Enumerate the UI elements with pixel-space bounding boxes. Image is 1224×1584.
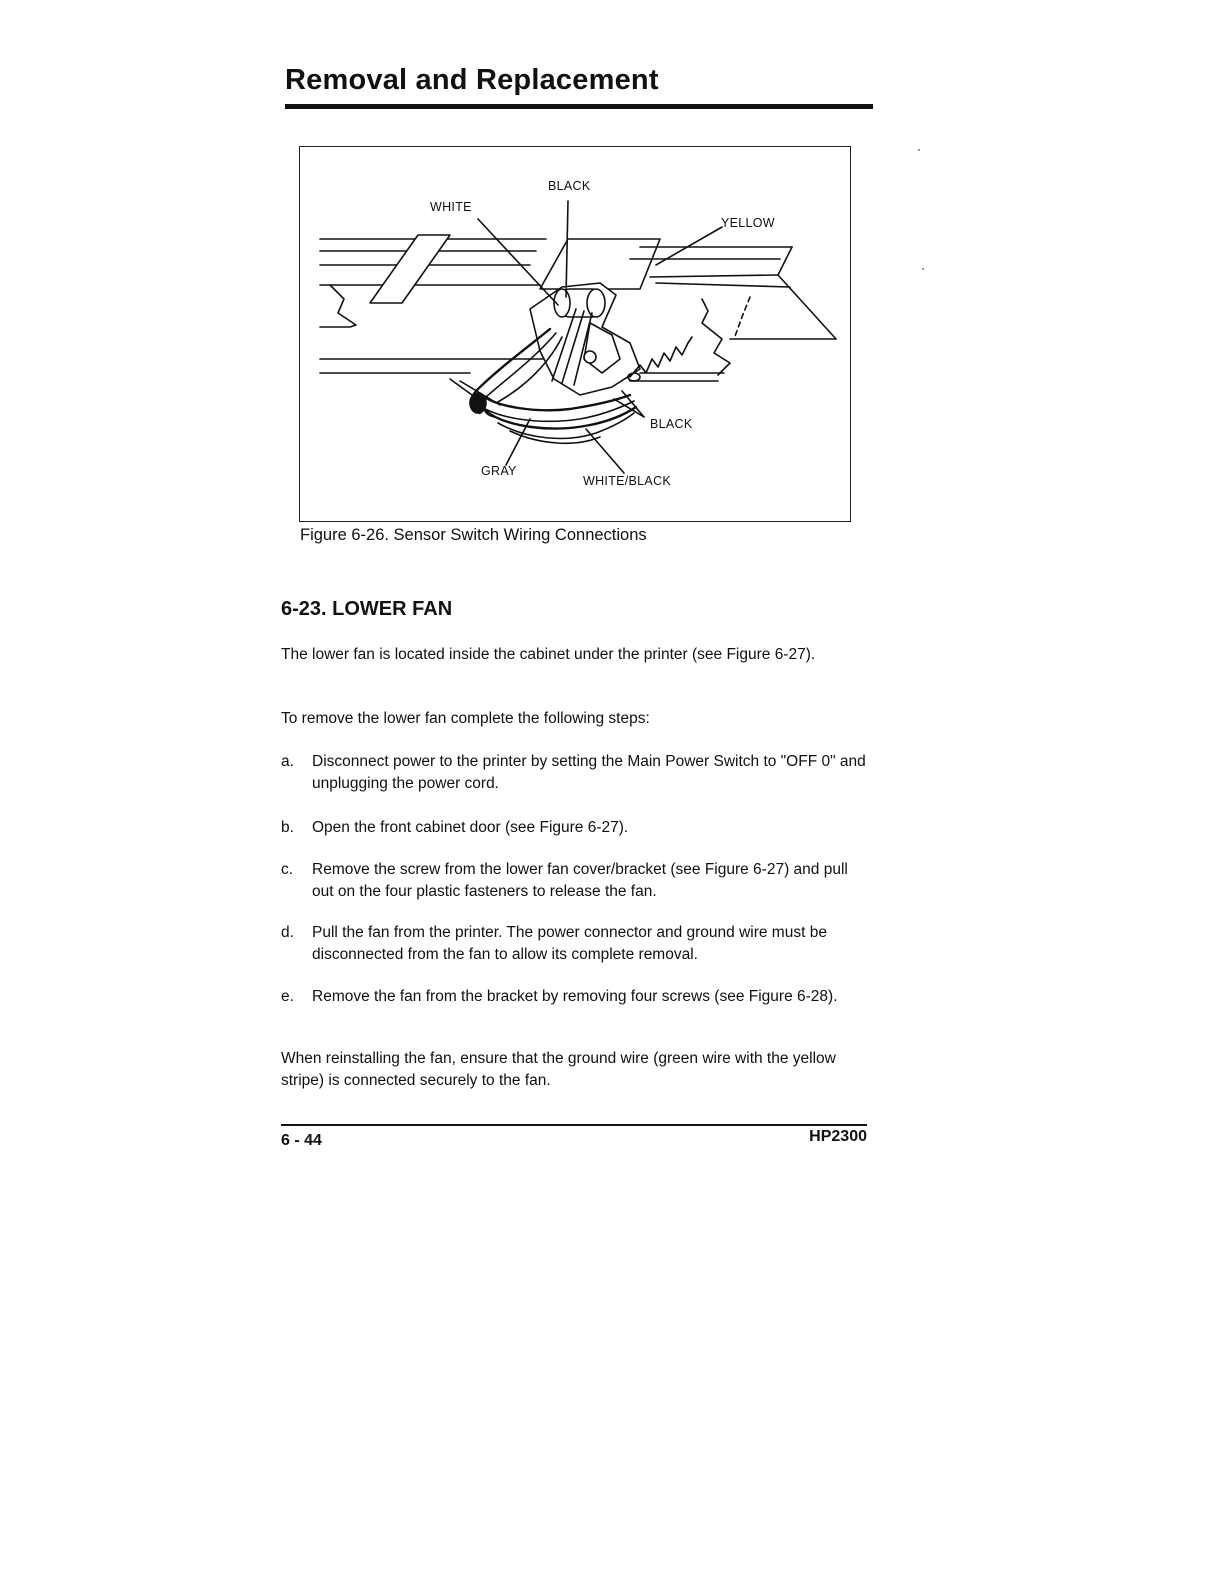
- wire-label-yellow: YELLOW: [721, 216, 775, 230]
- step-text: Remove the screw from the lower fan cover/bracket (see Figure 6-27) and pull out on the four plastic fasteners to release the fan.: [312, 861, 848, 900]
- step-letter: b.: [281, 819, 294, 836]
- step-letter: c.: [281, 861, 294, 878]
- header-rule: [285, 104, 873, 109]
- step-text: Disconnect power to the printer by setting the Main Power Switch to "OFF 0" and unplugging the power cord.: [312, 753, 866, 792]
- footer-rule: [281, 1124, 867, 1126]
- step-text: Open the front cabinet door (see Figure 6-27).: [312, 819, 629, 836]
- steps-intro-paragraph: To remove the lower fan complete the following steps:: [281, 710, 650, 727]
- closing-paragraph: When reinstalling the fan, ensure that the ground wire (green wire with the yellow stripe) is connected securely to the fan.: [281, 1050, 836, 1089]
- wire-label-white: WHITE: [430, 200, 472, 214]
- wire-label-black-lower: BLACK: [650, 417, 693, 431]
- figure-sensor-switch-wiring: [299, 146, 851, 522]
- wiring-diagram-illustration: [300, 147, 852, 523]
- model-name: HP2300: [809, 1128, 867, 1145]
- scan-speck: [918, 149, 920, 151]
- page-number: 6 - 44: [281, 1132, 322, 1149]
- figure-caption: Figure 6-26. Sensor Switch Wiring Connections: [300, 526, 647, 544]
- step-letter: d.: [281, 924, 294, 941]
- section-heading: 6-23. LOWER FAN: [281, 598, 453, 620]
- wire-label-black-top: BLACK: [548, 179, 591, 193]
- wire-label-gray: GRAY: [481, 464, 517, 478]
- step-text: Remove the fan from the bracket by removing four screws (see Figure 6-28).: [312, 988, 838, 1005]
- scan-speck: [922, 268, 924, 270]
- step-letter: a.: [281, 753, 294, 770]
- section-intro-paragraph: The lower fan is located inside the cabinet under the printer (see Figure 6-27).: [281, 646, 816, 663]
- page-header-title: Removal and Replacement: [285, 64, 659, 96]
- step-text: Pull the fan from the printer. The power connector and ground wire must be disconnected from the fan to allow its complete removal.: [312, 924, 827, 963]
- step-letter: e.: [281, 988, 294, 1005]
- wire-label-white-black: WHITE/BLACK: [583, 474, 672, 488]
